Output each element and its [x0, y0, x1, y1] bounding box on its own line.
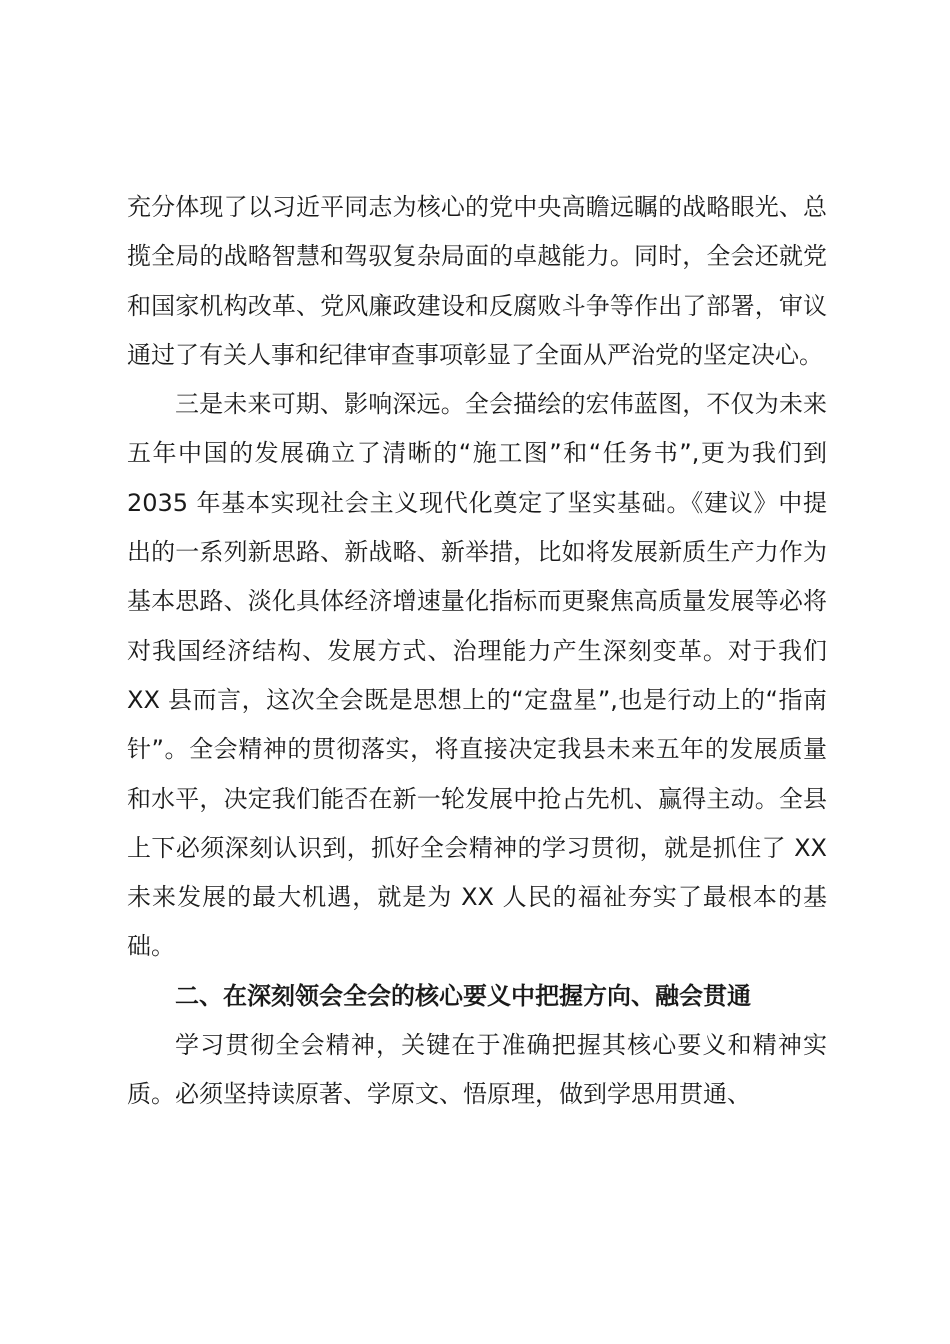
document-body — [127, 183, 827, 1120]
paragraph-section-2-intro: 学习贯彻全会精神，关键在于准确把握其核心要义和精神实质。必须坚持读原著、学原文、悟原理，做到学思用贯通、 — [127, 1031, 827, 1109]
paragraph-continuation: 充分体现了以习近平同志为核心的党中央高瞻远瞩的战略眼光、总揽全局的战略智慧和驾驭复杂局面的卓越能力。同时，全会还就党和国家机构改革、党风廉政建设和反腐败斗争等作出了部署，审议通过了有关人事和纪律审查事项彰显了全面从严治党的坚定决心。 — [127, 193, 827, 369]
section-heading-2: 二、在深刻领会全会的核心要义中把握方向、融会贯通 — [175, 981, 751, 1010]
paragraph-future-outlook: 三是未来可期、影响深远。全会描绘的宏伟蓝图，不仅为未来五年中国的发展确立了清晰的“施工图”和“任务书”,更为我们到 2035 年基本实现社会主义现代化奠定了坚实基础。《建议》中提出的一系列新思路、新战略、新举措，比如将发展新质生产力作为基本思路、淡化具体经济增速量化指标而更聚焦高质量发展等必将对我国经济结构、发展方式、治理能力产生深刻变革。对于我们 XX 县而言，这次全会既是思想上的“定盘星”,也是行动上的“指南针”。全会精神的贯彻落实，将直接决定我县未来五年的发展质量和水平，决定我们能否在新一轮发展中抢占先机、赢得主动。全县上下必须深刻认识到，抓好全会精神的学习贯彻，就是抓住了 XX 未来发展的最大机遇，就是为 XX 人民的福祉夯实了最根本的基础。 — [127, 390, 827, 961]
